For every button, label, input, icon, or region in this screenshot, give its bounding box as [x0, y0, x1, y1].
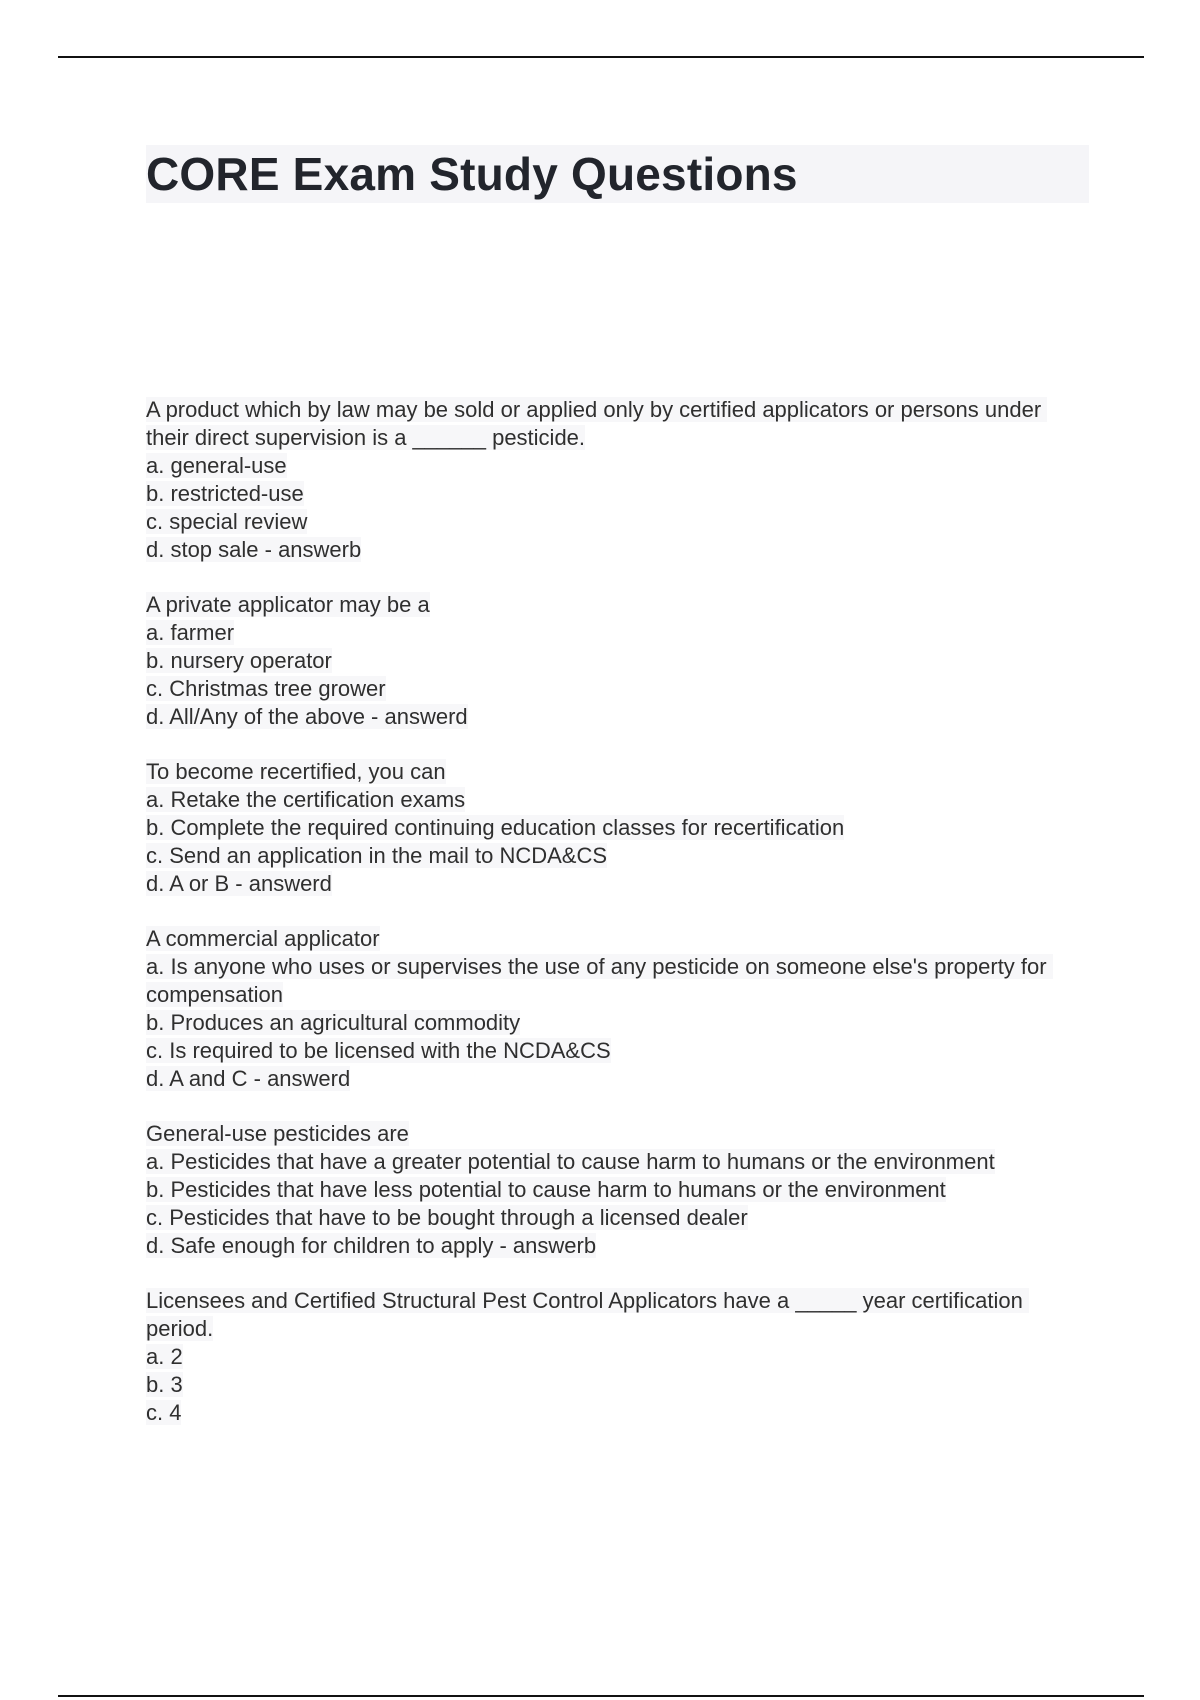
option-text: d. All/Any of the above - answerd — [146, 704, 468, 729]
question-6 — [146, 1287, 1086, 1427]
question-1-stem — [146, 396, 1086, 452]
question-4-stem — [146, 925, 1086, 953]
option-text: c. Is required to be licensed with the NCDA&CS — [146, 1038, 611, 1063]
question-2-option-c — [146, 675, 1086, 703]
question-1-option-d — [146, 536, 1086, 564]
question-6-stem — [146, 1287, 1086, 1343]
top-rule — [58, 56, 1144, 58]
question-3-stem — [146, 758, 1086, 786]
option-text: a. general-use — [146, 453, 287, 478]
option-text: c. Pesticides that have to be bought through a licensed dealer — [146, 1205, 748, 1230]
option-text: b. restricted-use — [146, 481, 304, 506]
option-text: a. Pesticides that have a greater potential to cause harm to humans or the environment — [146, 1149, 995, 1174]
question-2-option-d — [146, 703, 1086, 731]
question-4-option-d — [146, 1065, 1086, 1093]
question-6-option-a — [146, 1343, 1086, 1371]
option-text: c. special review — [146, 509, 308, 534]
question-1-option-a — [146, 452, 1086, 480]
page-title: CORE Exam Study Questions — [146, 148, 798, 200]
option-text: a. Is anyone who uses or supervises the use of any pesticide on someone else's property for compensation — [146, 954, 1053, 1007]
question-4-stem-text: A commercial applicator — [146, 926, 380, 951]
option-text: a. Retake the certification exams — [146, 787, 466, 812]
question-4-option-c — [146, 1037, 1086, 1065]
question-5-option-d — [146, 1232, 1086, 1260]
question-3 — [146, 758, 1086, 898]
option-text: d. stop sale - answerb — [146, 537, 362, 562]
question-list — [146, 396, 1086, 1454]
option-text: b. Produces an agricultural commodity — [146, 1010, 521, 1035]
question-4-option-a — [146, 953, 1086, 1009]
question-3-option-d — [146, 870, 1086, 898]
question-6-option-c — [146, 1399, 1086, 1427]
bottom-rule — [58, 1695, 1144, 1697]
question-1 — [146, 396, 1086, 564]
question-2-option-b — [146, 647, 1086, 675]
question-1-option-b — [146, 480, 1086, 508]
question-3-option-b — [146, 814, 1086, 842]
question-1-option-c — [146, 508, 1086, 536]
question-5-option-a — [146, 1148, 1086, 1176]
option-text: a. 2 — [146, 1344, 183, 1369]
option-text: b. Complete the required continuing education classes for recertification — [146, 815, 845, 840]
question-6-option-b — [146, 1371, 1086, 1399]
option-text: d. A or B - answerd — [146, 871, 332, 896]
question-3-option-a — [146, 786, 1086, 814]
option-text: c. Send an application in the mail to NCDA&CS — [146, 843, 608, 868]
option-text: b. 3 — [146, 1372, 183, 1397]
question-4 — [146, 925, 1086, 1093]
question-2-stem-text: A private applicator may be a — [146, 592, 430, 617]
option-text: d. A and C - answerd — [146, 1066, 351, 1091]
question-2 — [146, 591, 1086, 731]
question-5 — [146, 1120, 1086, 1260]
question-2-stem — [146, 591, 1086, 619]
option-text: b. Pesticides that have less potential to cause harm to humans or the environment — [146, 1177, 946, 1202]
question-4-option-b — [146, 1009, 1086, 1037]
question-3-option-c — [146, 842, 1086, 870]
option-text: a. farmer — [146, 620, 235, 645]
question-1-stem-text: A product which by law may be sold or applied only by certified applicators or persons under their direct supervision is a ______ pesticide. — [146, 397, 1048, 450]
option-text: c. 4 — [146, 1400, 182, 1425]
question-5-stem-text: General-use pesticides are — [146, 1121, 409, 1146]
option-text: c. Christmas tree grower — [146, 676, 386, 701]
option-text: d. Safe enough for children to apply - answerb — [146, 1233, 597, 1258]
option-text: b. nursery operator — [146, 648, 332, 673]
question-5-option-c — [146, 1204, 1086, 1232]
question-5-option-b — [146, 1176, 1086, 1204]
question-3-stem-text: To become recertified, you can — [146, 759, 446, 784]
question-6-stem-text: Licensees and Certified Structural Pest Control Applicators have a _____ year certification period. — [146, 1288, 1029, 1341]
question-5-stem — [146, 1120, 1086, 1148]
question-2-option-a — [146, 619, 1086, 647]
